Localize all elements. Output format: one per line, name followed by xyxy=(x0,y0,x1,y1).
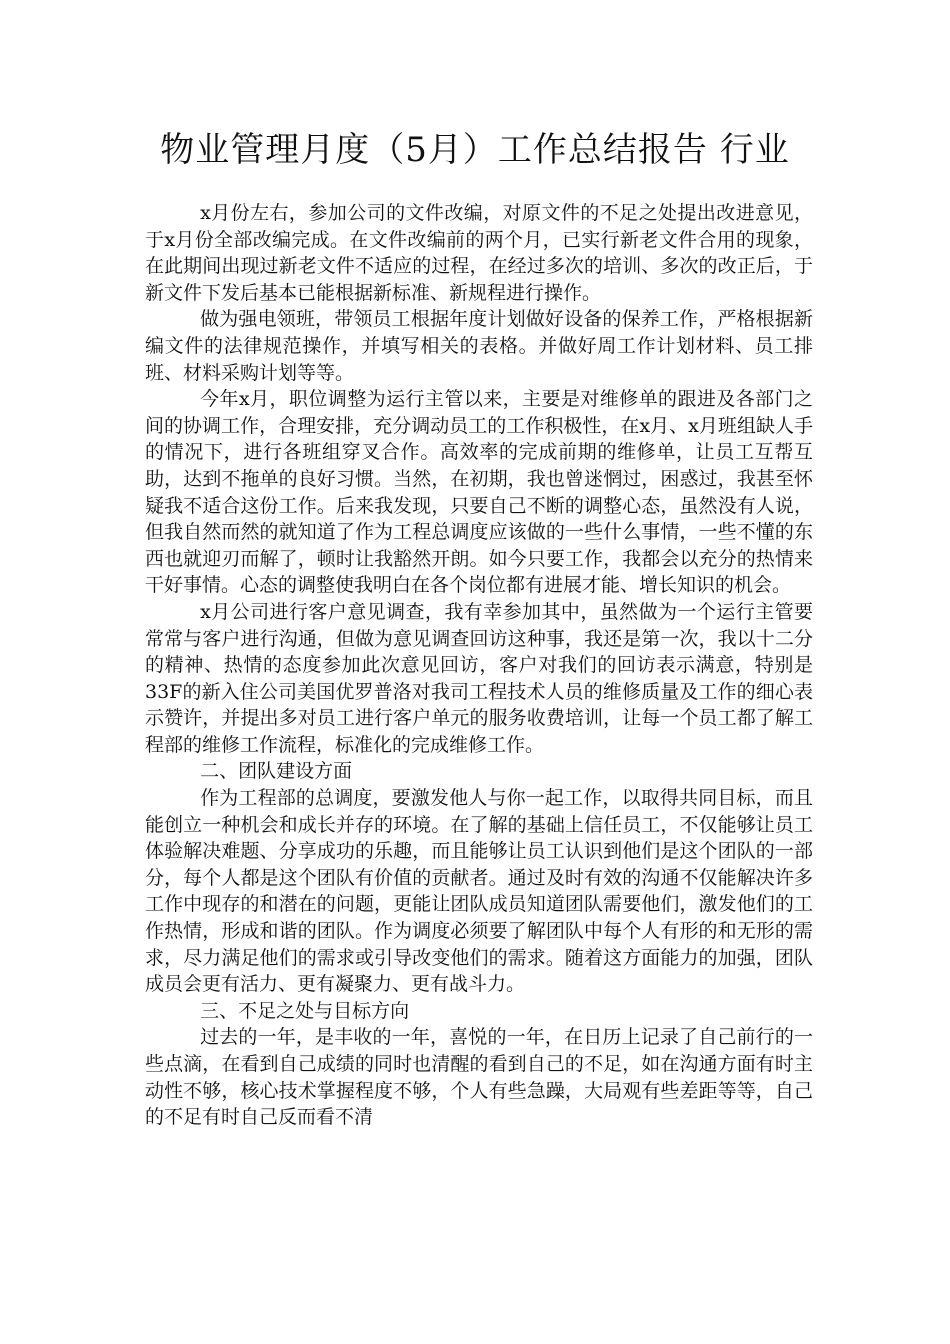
paragraph-6: 过去的一年，是丰收的一年，喜悦的一年，在日历上记录了自己前行的一些点滴，在看到自己成绩的同时也清醒的看到自己的不足，如在沟通方面有时主动性不够，核心技术掌握程度不够，个人有些急躁，大局观有些差距等等，自己的不足有时自己反而看不清 xyxy=(145,1026,813,1129)
paragraph-2: 做为强电领班，带领员工根据年度计划做好设备的保养工作，严格根据新编文件的法律规范操作，并填写相关的表格。并做好周工作计划材料、员工排班、材料采购计划等等。 xyxy=(145,308,813,384)
paragraph-3: 今年x月，职位调整为运行主管以来，主要是对维修单的跟进及各部门之间的协调工作，合理安排，充分调动员工的工作积极性，在x月、x月班组缺人手的情况下，进行各班组穿叉合作。高效率的完成前期的维修单，让员工互帮互助，达到不拖单的良好习惯。当然，在初期，我也曾迷惘过，困惑过，我甚至怀疑我不适合这份工作。后来我发现，只要自己不断的调整心态，虽然没有人说，但我自然而然的就知道了作为工程总调度应该做的一些什么事情，一些不懂的东西也就迎刃而解了，顿时让我豁然开朗。如今只要工作，我都会以充分的热情来干好事情。心态的调整使我明白在各个岗位都有进展才能、增长知识的机会。 xyxy=(145,388,813,597)
section-heading-shortcomings: 三、不足之处与目标方向 xyxy=(200,999,410,1022)
document-title: 物业管理月度（5月）工作总结报告 行业 xyxy=(160,130,790,170)
paragraph-4: x月公司进行客户意见调查，我有幸参加其中，虽然做为一个运行主管要常常与客户进行沟通，但做为意见调查回访这种事，我还是第一次，我以十二分的精神、热情的态度参加此次意见回访，客户对我们的回访表示满意，特别是33F的新入住公司美国优罗普洛对我司工程技术人员的维修质量及工作的细心表示赞许，并提出多对员工进行客户单元的服务收费培训，让每一个员工都了解工程部的维修工作流程，标准化的完成维修工作。 xyxy=(145,600,813,756)
section-heading-team-building: 二、团队建设方面 xyxy=(200,760,353,783)
paragraph-5: 作为工程部的总调度，要激发他人与你一起工作，以取得共同目标，而且能创立一种机会和成长并存的环境。在了解的基础上信任员工，不仅能够让员工体验解决难题、分享成功的乐趣，而且能够让员工认识到他们是这个团队的一部分，每个人都是这个团队有价值的贡献者。通过及时有效的沟通不仅能解决许多工作中现存的和潜在的问题，更能让团队成员知道团队需要他们，激发他们的工作热情，形成和谐的团队。作为调度必须要了解团队中每个人有形的和无形的需求，尽力满足他们的需求或引导改变他们的需求。随着这方面能力的加强，团队成员会更有活力、更有凝聚力、更有战斗力。 xyxy=(145,787,813,996)
document-body xyxy=(145,200,813,1131)
paragraph-1: x月份左右，参加公司的文件改编，对原文件的不足之处提出改进意见，于x月份全部改编完成。在文件改编前的两个月，已实行新老文件合用的现象，在此期间出现过新老文件不适应的过程，在经过多次的培训、多次的改正后，于新文件下发后基本已能根据新标准、新规程进行操作。 xyxy=(145,202,813,304)
